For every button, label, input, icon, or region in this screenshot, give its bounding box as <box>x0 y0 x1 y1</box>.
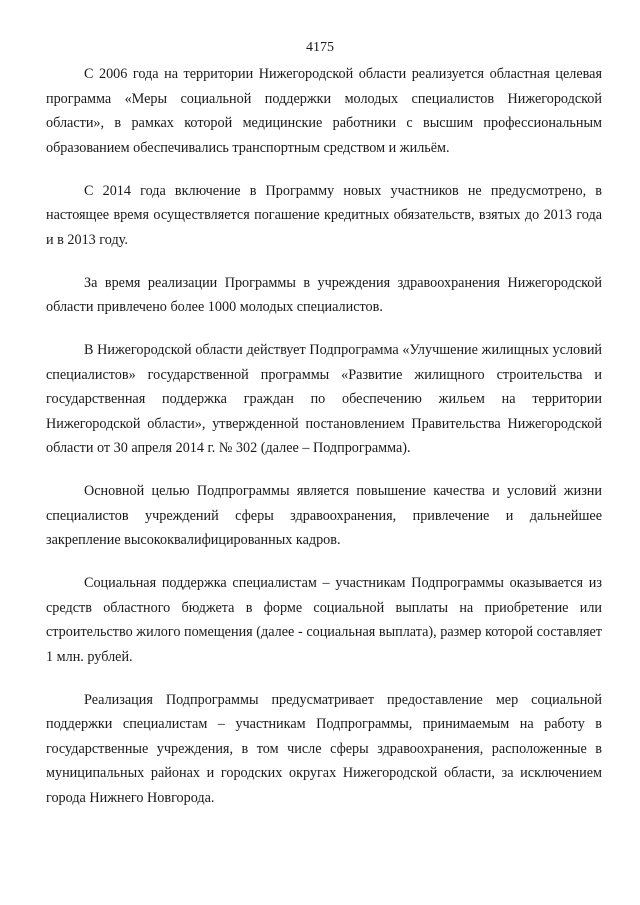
page-number: 4175 <box>306 40 334 55</box>
paragraph-subprogram: В Нижегородской области действует Подпрограмма «Улучшение жилищных условий специалистов» государственной программы «Развитие жилищного строительства и государственная поддержка граждан по обеспечению жильем на территории Нижегородской области», утвержденной постановлением Правительства Нижегородской области от 30 апреля 2014 г. № 302 (далее – Подпрограмма). <box>46 342 602 456</box>
paragraph-implementation: Реализация Подпрограммы предусматривает предоставление мер социальной поддержки специалистам – участникам Подпрограммы, принимаемым на работу в государственные учреждения, в том числе сферы здравоохранения, расположенные в муниципальных районах и городских округах Нижегородской области, за исключением города Нижнего Новгорода. <box>46 691 602 806</box>
paragraph-social-support: Социальная поддержка специалистам – участникам Подпрограммы оказывается из средств областного бюджета в форме социальной выплаты на приобретение или строительство жилого помещения (далее - социальная выплата), размер которой составляет 1 млн. рублей. <box>46 575 602 665</box>
paragraph-program-2006: С 2006 года на территории Нижегородской области реализуется областная целевая программа «Меры социальной поддержки молодых специалистов Нижегородской области», в рамках которой медицинские работники с высшим профессиональным образованием обеспечивались транспортным средством и жильём. <box>46 66 602 156</box>
paragraph-subprogram-goal: Основной целью Подпрограммы является повышение качества и условий жизни специалистов учреждений сферы здравоохранения, привлечение и дальнейшее закрепление высококвалифицированных кадров. <box>46 483 602 548</box>
paragraph-program-2014: С 2014 года включение в Программу новых участников не предусмотрено, в настоящее время осуществляется погашение кредитных обязательств, взятых до 2013 года и в 2013 году. <box>46 182 602 248</box>
paragraph-specialists-attracted: За время реализации Программы в учреждения здравоохранения Нижегородской области привлечено более 1000 молодых специалистов. <box>46 274 602 315</box>
document-body <box>46 62 602 829</box>
